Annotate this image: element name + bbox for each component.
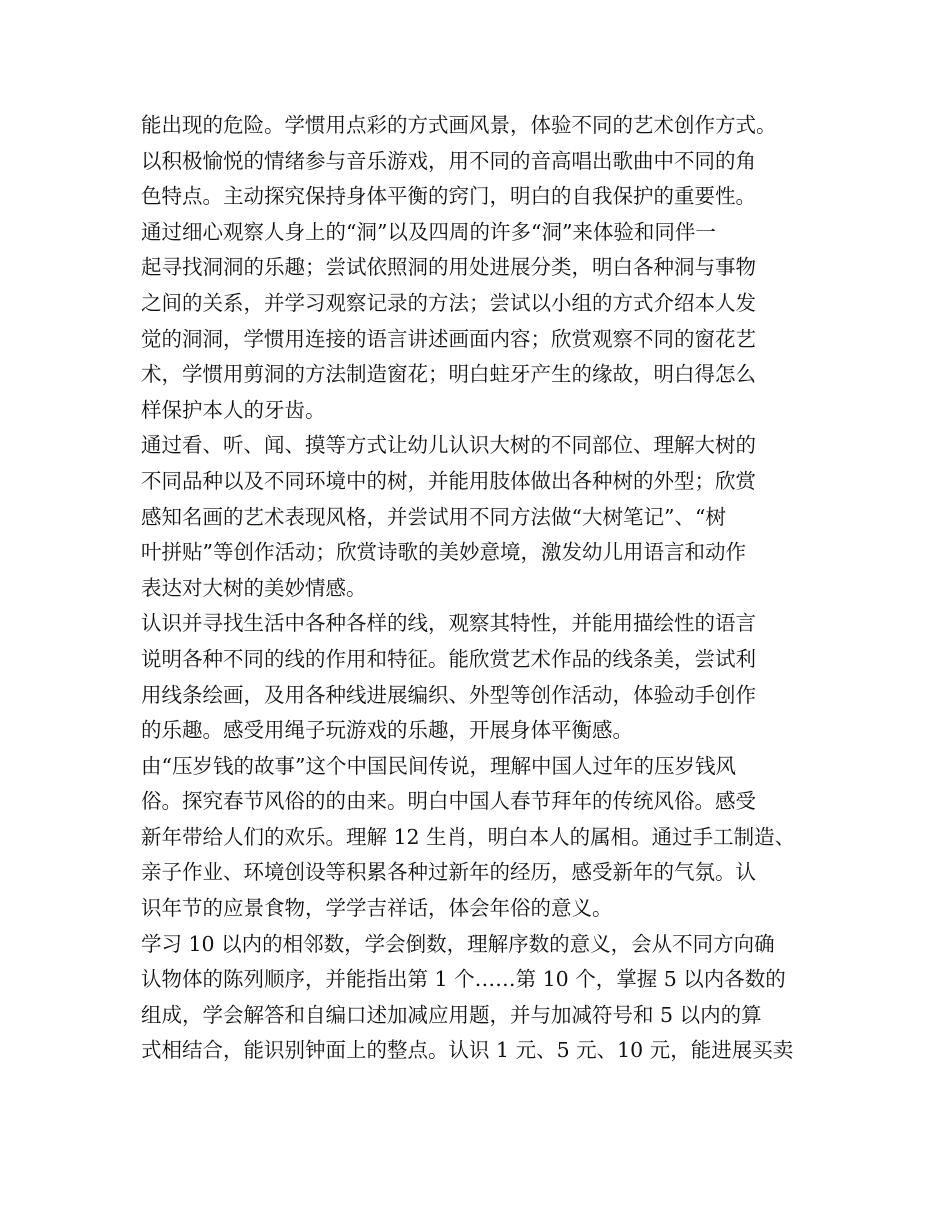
text-line: 起寻找洞洞的乐趣；尝试依照洞的用处进展分类，明白各种洞与事物 bbox=[141, 255, 756, 280]
document-body bbox=[141, 108, 821, 1069]
text-line: 认物体的陈列顺序，并能指出第 1 个……第 10 个，掌握 5 以内各数的 bbox=[141, 967, 786, 992]
text-line: 通过看、听、闻、摸等方式让幼儿认识大树的不同部位、理解大树的 bbox=[141, 433, 756, 458]
text-line: 不同品种以及不同环境中的树，并能用肢体做出各种树的外型；欣赏 bbox=[141, 468, 756, 493]
text-line: 式相结合，能识别钟面上的整点。认识 1 元、5 元、10 元，能进展买卖 bbox=[141, 1038, 794, 1063]
text-line: 俗。探究春节风俗的的由来。明白中国人春节拜年的传统风俗。感受 bbox=[141, 789, 756, 814]
text-line: 通过细心观察人身上的“洞”以及四周的许多“洞”来体验和同伴一 bbox=[141, 219, 716, 244]
text-line: 说明各种不同的线的作用和特征。能欣赏艺术作品的线条美，尝试利 bbox=[141, 646, 756, 671]
text-line: 色特点。主动探究保持身体平衡的窍门，明白的自我保护的重要性。 bbox=[141, 184, 756, 209]
text-line: 学习 10 以内的相邻数，学会倒数，理解序数的意义，会从不同方向确 bbox=[141, 931, 775, 956]
text-line: 以积极愉悦的情绪参与音乐游戏，用不同的音高唱出歌曲中不同的角 bbox=[141, 148, 756, 173]
text-line: 叶拼贴”等创作活动；欣赏诗歌的美妙意境，激发幼儿用语言和动作 bbox=[141, 540, 746, 565]
text-line: 感知名画的艺术表现风格，并尝试用不同方法做“大树笔记”、“树 bbox=[141, 504, 726, 529]
text-line: 由“压岁钱的故事”这个中国民间传说，理解中国人过年的压岁钱风 bbox=[141, 753, 736, 778]
text-line: 识年节的应景食物，学学吉祥话，体会年俗的意义。 bbox=[141, 896, 613, 921]
text-line: 样保护本人的牙齿。 bbox=[141, 397, 326, 422]
text-line: 术，学惯用剪洞的方法制造窗花；明白蛀牙产生的缘故，明白得怎么 bbox=[141, 362, 756, 387]
text-line: 用线条绘画，及用各种线进展编织、外型等创作活动，体验动手创作 bbox=[141, 682, 756, 707]
text-line: 的乐趣。感受用绳子玩游戏的乐趣，开展身体平衡感。 bbox=[141, 718, 633, 743]
text-line: 亲子作业、环境创设等积累各种过新年的经历，感受新年的气氛。认 bbox=[141, 860, 756, 885]
text-line: 组成，学会解答和自编口述加减应用题，并与加减符号和 5 以内的算 bbox=[141, 1002, 762, 1027]
text-line: 表达对大树的美妙情感。 bbox=[141, 575, 367, 600]
text-line: 觉的洞洞，学惯用连接的语言讲述画面内容；欣赏观察不同的窗花艺 bbox=[141, 326, 756, 351]
text-line: 能出现的危险。学惯用点彩的方式画风景，体验不同的艺术创作方式。 bbox=[141, 113, 777, 137]
text-line: 认识并寻找生活中各种各样的线，观察其特性，并能用描绘性的语言 bbox=[141, 611, 756, 636]
text-line: 新年带给人们的欢乐。理解 12 生肖，明白本人的属相。通过手工制造、 bbox=[141, 824, 796, 849]
text-line: 之间的关系，并学习观察记录的方法；尝试以小组的方式介绍本人发 bbox=[141, 290, 756, 315]
